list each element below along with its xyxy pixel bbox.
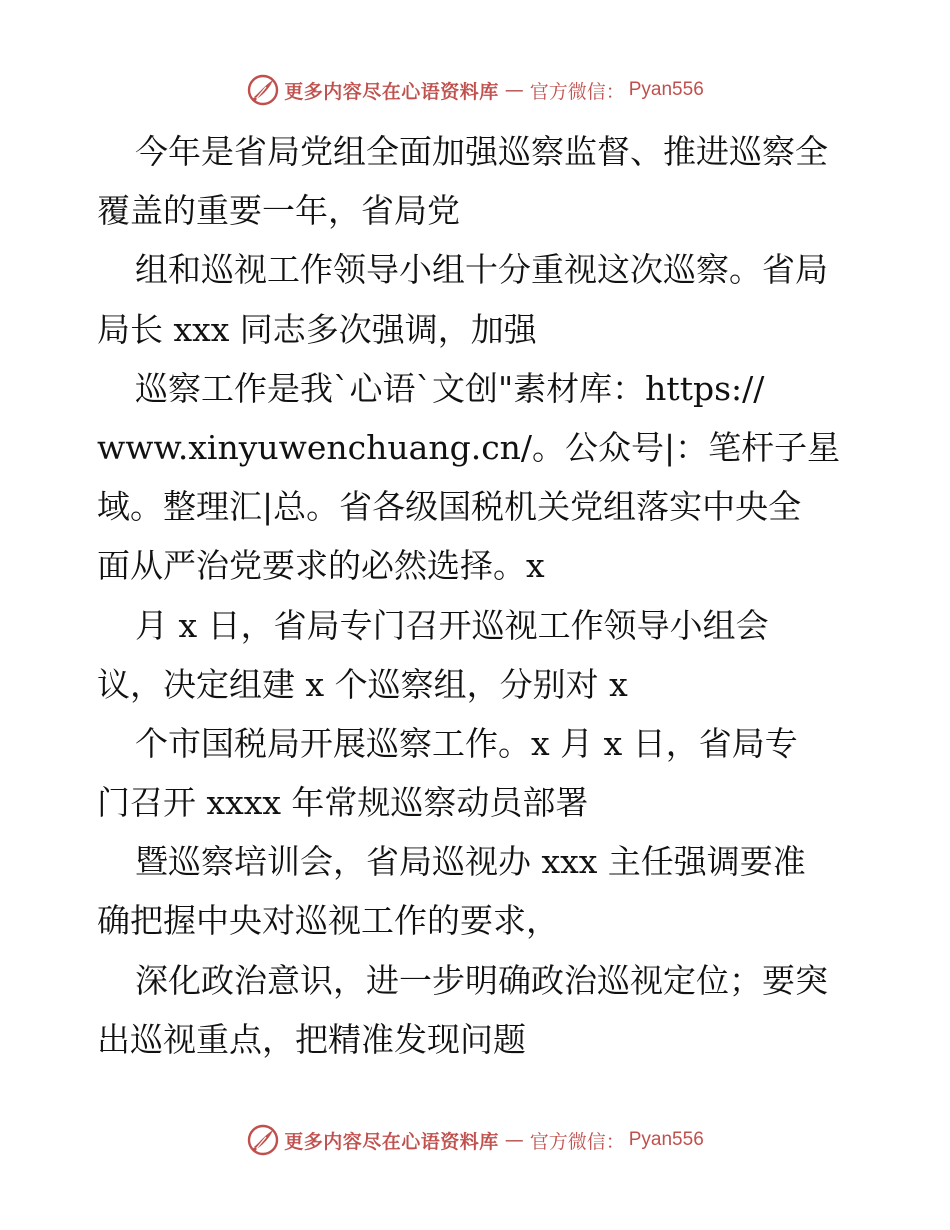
paragraph-line: 议，决定组建 x 个巡察组，分别对 x	[97, 664, 628, 704]
feather-pen-seal-icon	[246, 73, 280, 107]
paragraph-line: 组和巡视工作领导小组十分重视这次巡察。省局	[135, 250, 828, 290]
paragraph-line: 覆盖的重要一年，省局党	[97, 191, 460, 231]
paragraph-line: 确把握中央对巡视工作的要求，	[97, 901, 559, 941]
feather-pen-seal-icon	[246, 1123, 280, 1157]
paragraph-line: 今年是省局党组全面加强巡察监督、推进巡察全	[135, 132, 828, 171]
brand-separator: —	[504, 1129, 524, 1151]
paragraph-line: 月 x 日，省局专门召开巡视工作领导小组会	[135, 605, 769, 645]
document-body	[97, 122, 867, 1069]
brand-separator: —	[504, 79, 524, 101]
paragraph-line: 暨巡察培训会，省局巡视办 xxx 主任强调要准	[135, 842, 806, 882]
paragraph-line: 面从严治党要求的必然选择。x	[97, 546, 545, 586]
footer-brand	[246, 1123, 704, 1157]
paragraph-line: 域。整理汇|总。省各级国税机关党组落实中央全	[97, 487, 802, 527]
paragraph-line: 出巡视重点，把精准发现问题	[97, 1019, 526, 1059]
brand-text: 更多内容尽在心语资料库	[284, 80, 499, 103]
paragraph-line: 深化政治意识，进一步明确政治巡视定位；要突	[135, 960, 828, 1000]
page-header	[0, 70, 950, 110]
paragraph-line: www.xinyuwenchuang.cn/。公众号|：笔杆子星	[97, 427, 841, 467]
wechat-id: Pyan556	[628, 1129, 704, 1150]
brand-text: 更多内容尽在心语资料库	[284, 1130, 499, 1153]
paragraph-line: 巡察工作是我`心语`文创"素材库：https://	[135, 368, 765, 408]
official-wechat-label: 官方微信：	[529, 80, 625, 103]
page-footer	[0, 1120, 950, 1160]
paragraph-line: 门召开 xxxx 年常规巡察动员部署	[97, 783, 589, 823]
paragraph-line: 局长 xxx 同志多次强调，加强	[97, 309, 537, 349]
wechat-id: Pyan556	[628, 79, 704, 100]
official-wechat-label: 官方微信：	[529, 1130, 625, 1153]
header-brand	[246, 73, 704, 107]
paragraph-line: 个市国税局开展巡察工作。x 月 x 日，省局专	[135, 723, 798, 763]
